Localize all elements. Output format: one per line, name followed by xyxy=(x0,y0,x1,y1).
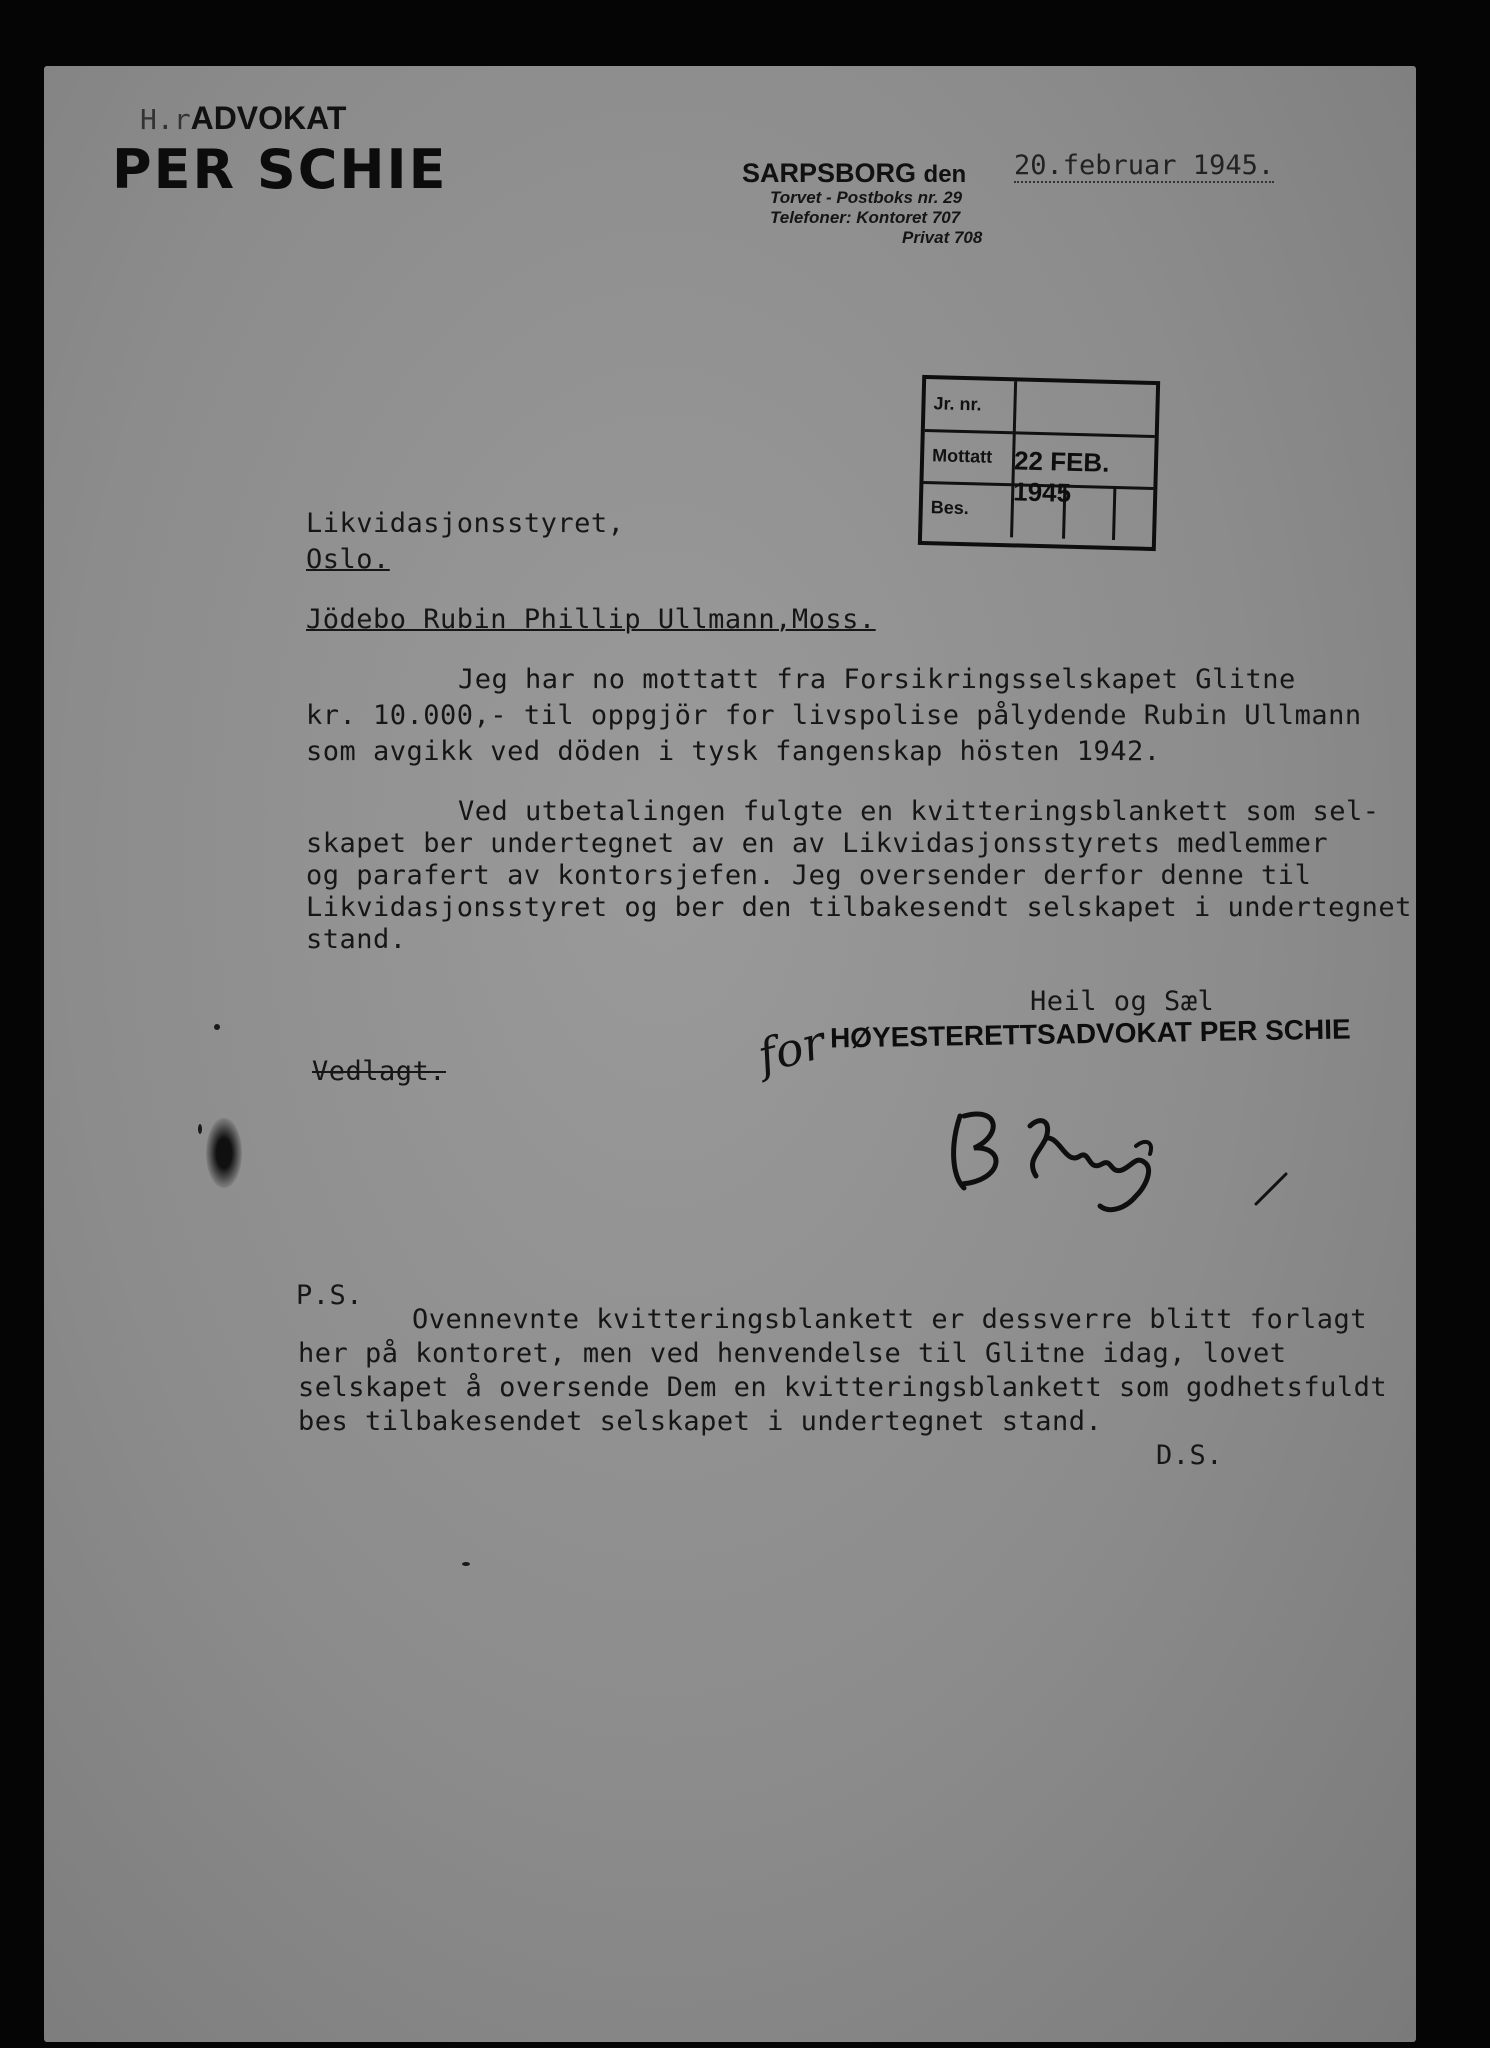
city-den: den xyxy=(923,161,967,188)
ps-label: P.S. xyxy=(296,1280,364,1311)
paragraph1-line: kr. 10.000,- til oppgjör for livspolise pålydende Rubin Ullmann xyxy=(306,700,1362,731)
paragraph1-line: som avgikk ved döden i tysk fangenskap hösten 1942. xyxy=(306,736,1161,767)
stamp-label-jr: Jr. nr. xyxy=(933,393,982,415)
letterhead-name: PER SCHIE xyxy=(112,138,448,201)
paragraph2-line: skapet ber undertegnet av en av Likvidasjonsstyrets medlemmer xyxy=(306,828,1329,859)
ps-line: bes tilbakesendet selskapet i undertegnet stand. xyxy=(298,1406,1103,1437)
letterhead-title xyxy=(140,100,346,137)
ps-line: her på kontoret, men ved henvendelse til Glitne idag, lovet xyxy=(298,1338,1287,1369)
ink-speck xyxy=(198,1124,202,1134)
enclosure-note: Vedlagt. xyxy=(312,1056,447,1087)
ps-end: D.S. xyxy=(1156,1440,1224,1471)
ps-line: Ovennevnte kvitteringsblankett er dessverre blitt forlagt xyxy=(412,1304,1368,1335)
stamp-divider xyxy=(925,429,1155,438)
letterhead-title-text: ADVOKAT xyxy=(190,100,347,136)
paragraph2-line: Likvidasjonsstyret og ber den tilbakesendt selskapet i undertegnet xyxy=(306,892,1412,923)
address-line-2: Telefoner: Kontoret 707 xyxy=(770,208,961,227)
letterhead-city xyxy=(742,158,966,189)
signature-for: for xyxy=(752,1014,831,1084)
paragraph2-line: og parafert av kontorsjefen. Jeg oversender derfor denne til xyxy=(306,860,1312,891)
address-line-1: Torvet - Postboks nr. 29 xyxy=(770,188,963,207)
pen-stroke xyxy=(1250,1170,1290,1210)
paragraph2-line: Ved utbetalingen fulgte en kvitteringsblankett som sel- xyxy=(458,796,1380,827)
closing-greeting: Heil og Sæl xyxy=(1030,986,1215,1017)
address-line-3: Privat 708 xyxy=(902,228,983,247)
firm-stamp: HØYESTERETTSADVOKAT PER SCHIE xyxy=(829,1013,1351,1054)
ink-speck xyxy=(462,1562,470,1566)
stamp-label-besvart: Bes. xyxy=(930,497,970,519)
paragraph2-line: stand. xyxy=(306,924,407,955)
stamp-received-date: 22 FEB. 1945 xyxy=(1012,445,1110,508)
ps-line: selskapet å oversende Dem en kvitteringsblankett som godhetsfuldt xyxy=(298,1372,1388,1403)
ink-speck xyxy=(214,1024,220,1030)
received-stamp xyxy=(918,375,1160,551)
letter-subject: Jödebo Rubin Phillip Ullmann,Moss. xyxy=(306,604,876,635)
stamp-label-mottatt: Mottatt xyxy=(931,445,993,467)
recipient-line-2: Oslo. xyxy=(306,544,390,575)
city-name: SARPSBORG xyxy=(742,158,917,188)
letterhead-prefix: H.r xyxy=(140,103,191,136)
paragraph1-line: Jeg har no mottatt fra Forsikringsselskapet Glitne xyxy=(458,664,1296,695)
ink-blot xyxy=(206,1118,242,1188)
recipient-line-1: Likvidasjonsstyret, xyxy=(306,508,625,539)
handwritten-signature xyxy=(940,1076,1240,1216)
letter-date: 20.februar 1945. xyxy=(1014,150,1275,181)
letter-page xyxy=(44,66,1416,2042)
